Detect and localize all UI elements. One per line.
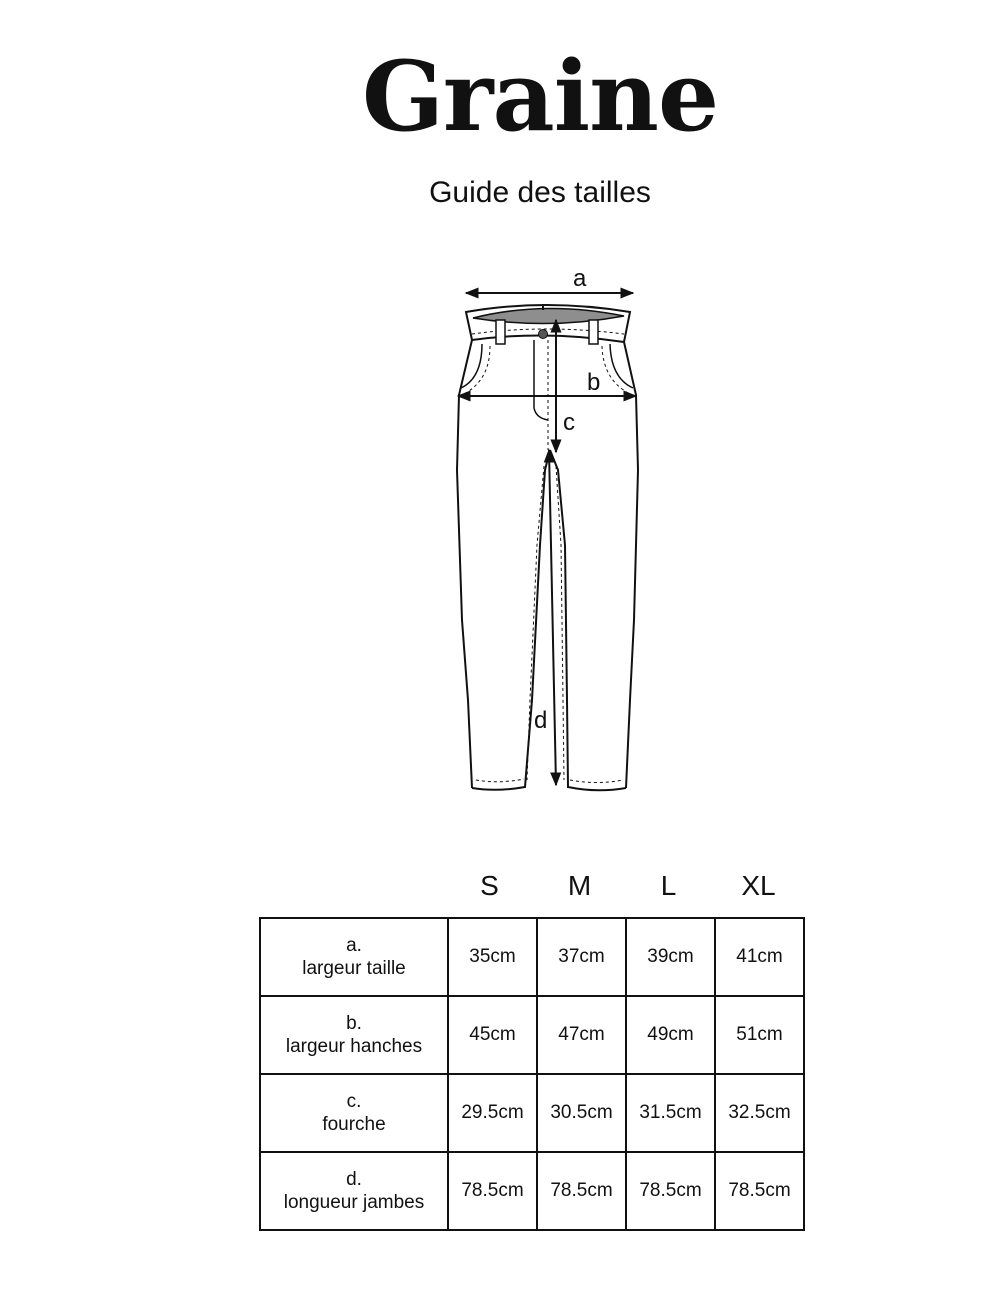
row-name: largeur hanches (285, 1036, 423, 1057)
table-cell: 47cm (537, 996, 626, 1074)
table-cell: 51cm (715, 996, 804, 1074)
table-cell: 39cm (626, 918, 715, 996)
pants-outline (457, 340, 638, 790)
row-label (260, 918, 448, 996)
measure-d-arrow (549, 450, 556, 785)
table-cell: 35cm (448, 918, 537, 996)
table-cell: 41cm (715, 918, 804, 996)
table-cell: 78.5cm (537, 1152, 626, 1230)
size-table (259, 917, 805, 1231)
table-row (260, 996, 804, 1074)
size-header-m: M (567, 870, 592, 901)
row-letter: c. (346, 1091, 362, 1112)
table-cell: 30.5cm (537, 1074, 626, 1152)
label-a: a (573, 265, 587, 292)
label-d: d (534, 707, 548, 734)
table-cell: 37cm (537, 918, 626, 996)
label-c: c (563, 409, 575, 436)
table-cell: 29.5cm (448, 1074, 537, 1152)
row-letter: d. (346, 1169, 362, 1190)
brand-logo: Graine (361, 40, 719, 153)
page-title: Guide des tailles (429, 176, 651, 209)
table-cell: 49cm (626, 996, 715, 1074)
row-label (260, 1152, 448, 1230)
size-header-s: S (480, 870, 499, 901)
label-b: b (587, 369, 601, 396)
row-letter: a. (346, 935, 362, 956)
row-name: largeur taille (302, 958, 406, 979)
table-row (260, 1152, 804, 1230)
table-cell: 78.5cm (626, 1152, 715, 1230)
table-cell: 78.5cm (448, 1152, 537, 1230)
table-cell: 32.5cm (715, 1074, 804, 1152)
table-row (260, 1074, 804, 1152)
row-name: fourche (322, 1114, 386, 1135)
table-row (260, 918, 804, 996)
row-label (260, 1074, 448, 1152)
table-cell: 78.5cm (715, 1152, 804, 1230)
row-label (260, 996, 448, 1074)
row-name: longueur jambes (283, 1192, 425, 1213)
table-cell: 31.5cm (626, 1074, 715, 1152)
size-header-l: L (660, 870, 677, 901)
size-header-xl: XL (741, 870, 776, 901)
waistband (466, 304, 630, 344)
row-letter: b. (346, 1013, 362, 1034)
table-cell: 45cm (448, 996, 537, 1074)
